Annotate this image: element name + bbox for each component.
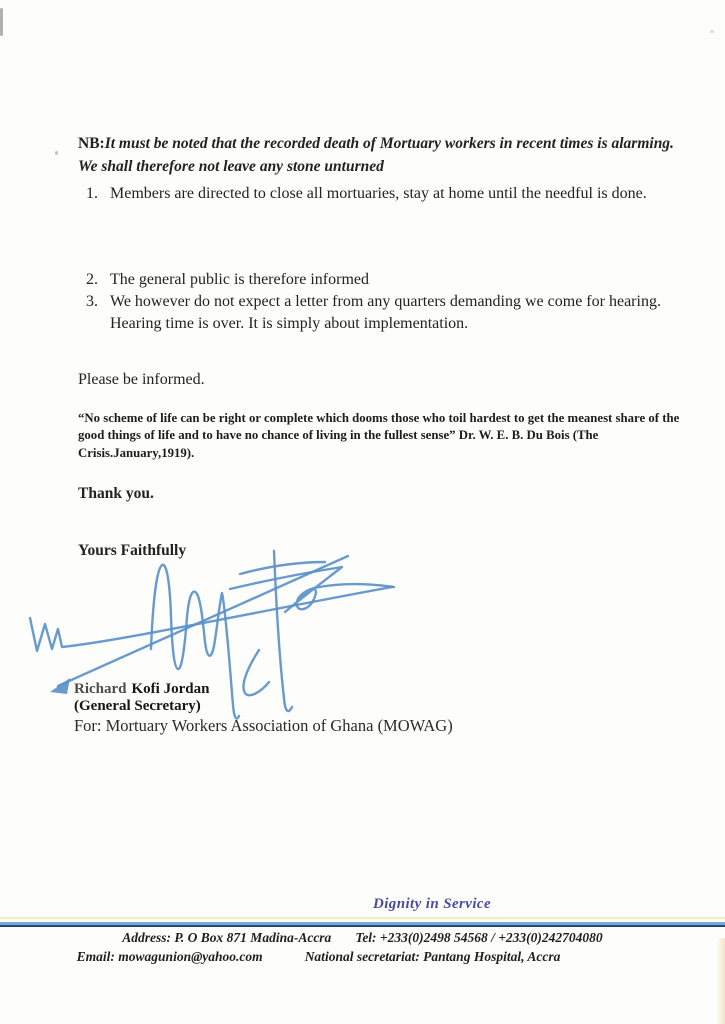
- signature-stroke: [240, 562, 325, 574]
- signatory-block: [74, 681, 453, 736]
- please-be-informed: Please be informed.: [78, 371, 205, 388]
- signatory-last-names: Kofi Jordan: [131, 681, 210, 697]
- thank-you: Thank you.: [78, 484, 154, 502]
- signatory-organization: For: Mortuary Workers Association of Ghana (MOWAG): [74, 716, 453, 735]
- signature-stroke: [230, 567, 394, 612]
- list-number: 2.: [86, 271, 98, 288]
- signature-arrowhead: [50, 678, 70, 694]
- signatory-title: (General Secretary): [74, 698, 201, 714]
- scan-artifact-speck: [710, 30, 714, 33]
- email: Email: mowagunion@yahoo.com: [76, 949, 263, 964]
- contact-line-1: [0, 930, 725, 946]
- motto: Dignity in Service: [373, 896, 492, 912]
- nb-note: [78, 132, 676, 178]
- address: Address: P. O Box 871 Madina-Accra: [122, 930, 332, 945]
- list-number: 1.: [86, 185, 98, 202]
- du-bois-quote: “No scheme of life can be right or complete which dooms those who toil hardest to get the meanest share of the good things of life and to have no chance of living in the fullest sense” Dr. W. E. B. Du Bois (The Crisis.January,1919).: [78, 410, 680, 460]
- signature-stroke: [30, 587, 392, 651]
- list-item-3: [86, 291, 672, 335]
- list-text: Members are directed to close all mortuaries, stay at home until the needful is done.: [110, 185, 647, 202]
- signatory-first-name: Richard: [74, 681, 127, 697]
- nb-prefix: NB:: [78, 134, 105, 152]
- secretariat: National secretariat: Pantang Hospital, Accra: [304, 949, 561, 964]
- signature-ink: [0, 0, 430, 740]
- list-item-2: [86, 269, 672, 291]
- list-item-1: [86, 183, 672, 205]
- scan-artifact-edge: [0, 8, 3, 36]
- list-text: We however do not expect a letter from any quarters demanding we come for hearing. Hearing time is over. It is simply about implementation.: [110, 293, 661, 332]
- footer-rule-cream: [0, 917, 725, 919]
- nb-body-text: It must be noted that the recorded death of Mortuary workers in recent times is alarming. We shall therefore not leave any stone unturned: [78, 134, 674, 175]
- list-number: 3.: [86, 293, 98, 310]
- closing-salutation: Yours Faithfully: [78, 541, 187, 559]
- list-text: The general public is therefore informed: [110, 271, 369, 288]
- telephone: Tel: +233(0)2498 54568 / +233(0)242704080: [355, 930, 603, 945]
- scan-artifact-speck: [55, 151, 58, 155]
- signature-stroke: [58, 556, 348, 686]
- contact-line-2: [0, 949, 681, 965]
- scan-artifact-edge-tint: [717, 938, 725, 1024]
- signatory-name: [74, 681, 453, 698]
- footer-rule-navy: [0, 925, 725, 927]
